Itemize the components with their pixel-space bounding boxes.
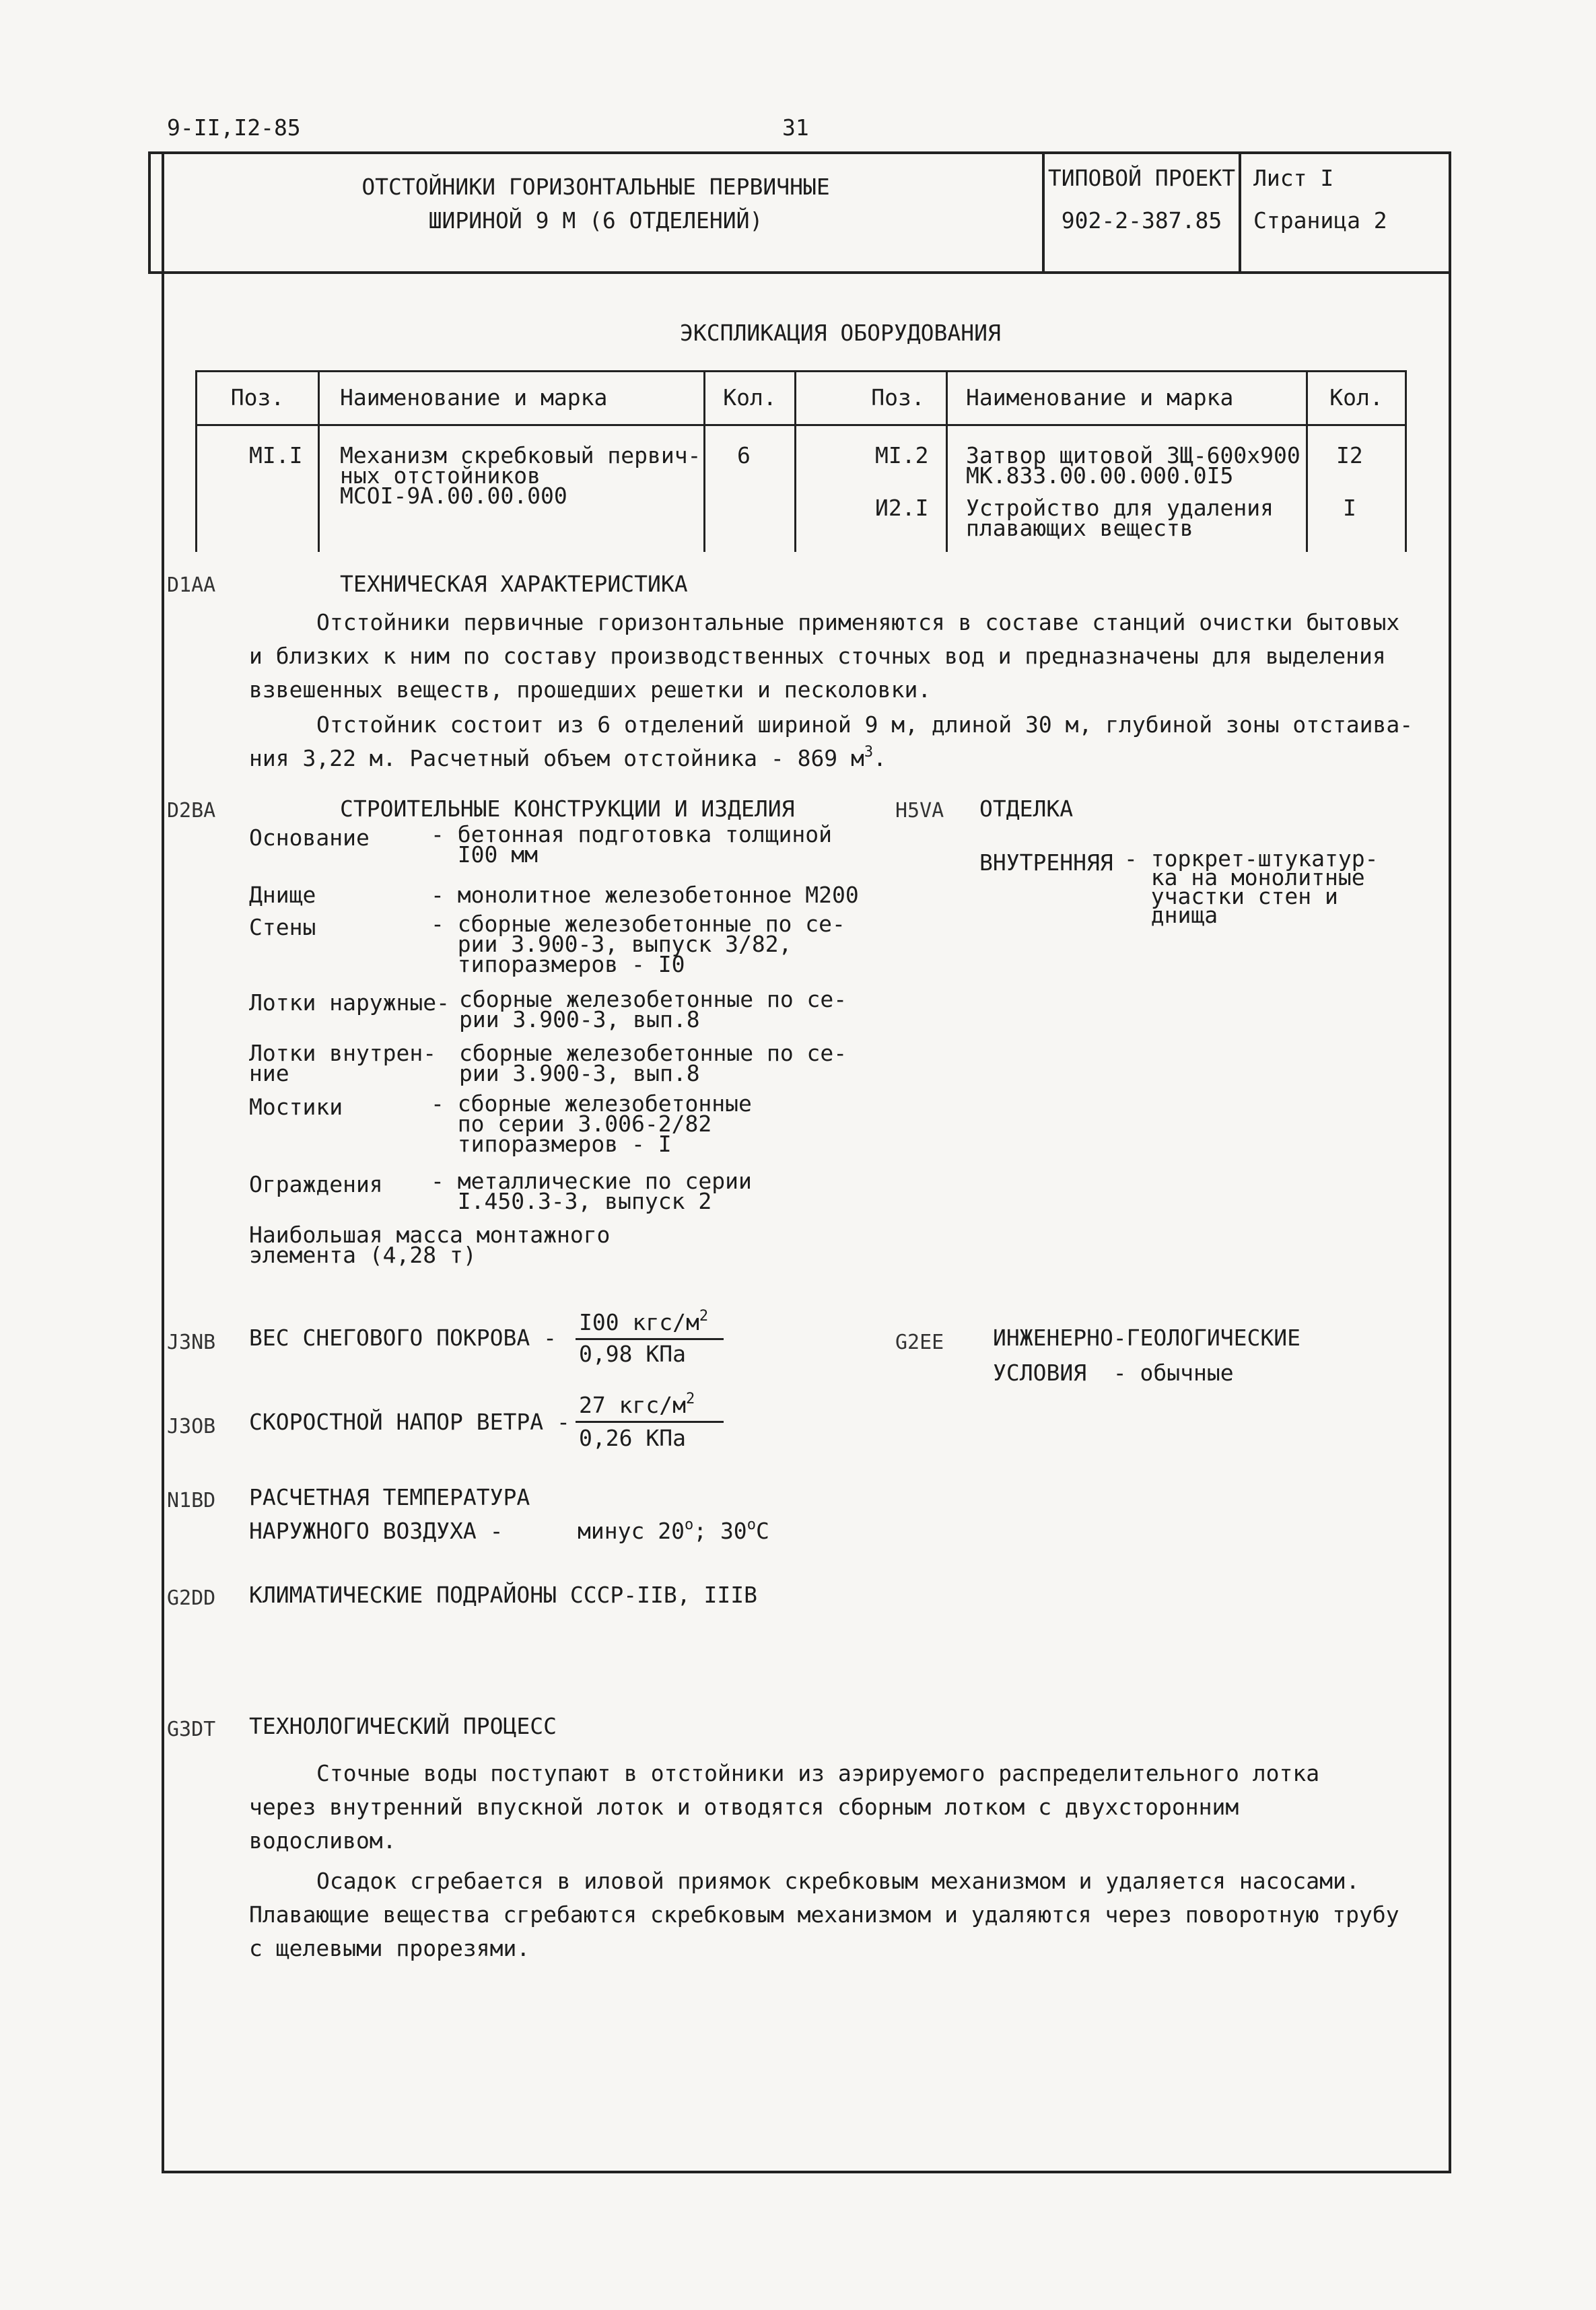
sheet-number: Лист I	[1253, 165, 1334, 191]
construction-label-walls: Стены	[249, 914, 316, 940]
table-row-pos: МI.2	[875, 442, 929, 468]
tech-volume-superscript: 3	[864, 744, 874, 761]
geology-line-1: ИНЖЕНЕРНО-ГЕОЛОГИЧЕСКИЕ	[993, 1325, 1300, 1351]
construction-label-fences: Ограждения	[249, 1171, 383, 1197]
construction-value-bottom: - монолитное железобетонное М200	[431, 882, 859, 908]
construction-value-fences: - металлические по серии I.450.3-3, выпуск 2	[431, 1168, 752, 1214]
header-qty: Кол.	[723, 384, 777, 411]
table-row-qty: 6	[737, 442, 751, 468]
header-pos: Поз.	[230, 384, 285, 411]
section-code-construction: D2BA	[167, 799, 216, 823]
construction-label-inner-trays: Лотки внутрен- ние	[249, 1040, 437, 1086]
tech-paragraph-2-line-1: Отстойник состоит из 6 отделений шириной 9 м, длиной 30 м, глубиной зоны отстаива-	[316, 711, 1414, 738]
page-number: 31	[782, 114, 809, 141]
table-row-name-line-1: Устройство для удаления	[966, 495, 1274, 521]
construction-value-bridges: - сборные железобетонные по серии 3.006-2/82 типоразмеров - I	[431, 1090, 752, 1157]
temperature-value: минус $20^о$; $30^оС$	[578, 1516, 769, 1544]
section-code-climate: G2DD	[167, 1586, 216, 1610]
snow-denominator: 0,98 КПа	[579, 1341, 686, 1367]
construction-value-inner-trays: сборные железобетонные по се- рии 3.900-3, вып.8	[459, 1040, 847, 1086]
construction-value-outer-trays: сборные железобетонные по се- рии 3.900-3, вып.8	[459, 986, 847, 1032]
construction-value-walls: - сборные железобетонные по се- рии 3.900-3, выпуск 3/82, типоразмеров - I0	[431, 911, 845, 977]
tech-paragraph-2-line-2	[249, 745, 887, 775]
construction-label-bridges: Мостики	[249, 1094, 343, 1120]
title-line-1: ОТСТОЙНИКИ ГОРИЗОНТАЛЬНЫЕ ПЕРВИЧНЫЕ	[361, 174, 830, 200]
climate-text: КЛИМАТИЧЕСКИЕ ПОДРАЙОНЫ СССР-IIВ, IIIВ	[249, 1582, 757, 1608]
table-row-name-line-3: МСОI-9А.00.00.000	[340, 483, 567, 509]
equipment-heading: ЭКСПЛИКАЦИЯ ОБОРУДОВАНИЯ	[680, 320, 1001, 346]
construction-max-mass: Наибольшая масса монтажного элемента (4,28 т)	[249, 1222, 611, 1268]
process-paragraph-1-line-2: через внутренний впускной лоток и отводятся сборным лотком с двухсторонним	[249, 1794, 1239, 1820]
construction-label-base: Основание	[249, 825, 370, 851]
finish-value: - торкрет-штукатур- ка на монолитные участки стен и днища	[1124, 845, 1379, 928]
tech-paragraph-1-line-1: Отстойники первичные горизонтальные применяются в составе станций очистки бытовых	[316, 609, 1400, 635]
section-code-tech: D1AA	[167, 573, 216, 597]
temperature-line-1: РАСЧЕТНАЯ ТЕМПЕРАТУРА	[249, 1484, 530, 1510]
table-row-name-line-2: МК.833.00.00.000.0I5	[966, 462, 1234, 489]
tech-volume-text: ния 3,22 м. Расчетный объем отстойника - 869 м	[249, 745, 864, 771]
snow-numerator: I00 кгс/$м^2$	[579, 1308, 709, 1335]
construction-heading: СТРОИТЕЛЬНЫЕ КОНСТРУКЦИИ И ИЗДЕЛИЯ	[340, 796, 795, 822]
table-row-pos: И2.I	[875, 495, 929, 521]
geology-line-2: УСЛОВИЯ - обычные	[993, 1360, 1234, 1386]
header-name-2: Наименование и марка	[966, 384, 1234, 411]
header-pos-2: Поз.	[871, 384, 925, 411]
tech-paragraph-1-line-3: взвешенных веществ, прошедших решетки и песколовки.	[249, 676, 932, 703]
table-row-name-line-2: ных отстойников	[340, 462, 541, 489]
tech-heading: ТЕХНИЧЕСКАЯ ХАРАКТЕРИСТИКА	[340, 571, 688, 597]
section-code-finish: H5VA	[895, 799, 944, 823]
process-paragraph-2-line-1: Осадок сгребается в иловой приямок скребковым механизмом и удаляется насосами.	[316, 1868, 1360, 1894]
construction-label-outer-trays: Лотки наружные-	[249, 989, 450, 1016]
snow-label: ВЕС СНЕГОВОГО ПОКРОВА -	[249, 1325, 557, 1351]
process-heading: ТЕХНОЛОГИЧЕСКИЙ ПРОЦЕСС	[249, 1713, 557, 1739]
table-row-name-line-1: Механизм скребковый первич-	[340, 442, 701, 468]
header-name: Наименование и марка	[340, 384, 608, 411]
table-row-name-line-1: Затвор щитовой ЗЩ-600х900	[966, 442, 1300, 468]
tech-volume-period: .	[873, 745, 887, 771]
section-code-process: G3DT	[167, 1718, 216, 1741]
document-code: 9-II,I2-85	[167, 114, 301, 141]
project-label: ТИПОВОЙ ПРОЕКТ	[1047, 165, 1236, 191]
section-code-snow: J3NB	[167, 1331, 216, 1354]
table-row-qty: I2	[1336, 442, 1363, 468]
process-paragraph-2-line-2: Плавающие вещества сгребаются скребковым механизмом и удаляются через поворотную трубу	[249, 1901, 1399, 1928]
finish-heading: ОТДЕЛКА	[979, 796, 1074, 822]
title-line-2: ШИРИНОЙ 9 М (6 ОТДЕЛЕНИЙ)	[428, 207, 763, 234]
wind-numerator: 27 кгс/$м^2$	[579, 1391, 695, 1418]
wind-label: СКОРОСТНОЙ НАПОР ВЕТРА -	[249, 1409, 570, 1435]
table-row-name-line-2: плавающих веществ	[966, 515, 1193, 541]
tech-paragraph-1-line-2: и близких к ним по составу производственных сточных вод и предназначены для выделения	[249, 643, 1386, 669]
header-qty-2: Кол.	[1329, 384, 1383, 411]
construction-value-base: - бетонная подготовка толщиной I00 мм	[431, 821, 833, 868]
page-in-sheet: Страница 2	[1253, 207, 1387, 234]
wind-fraction-line	[576, 1421, 724, 1423]
section-code-geology: G2EE	[895, 1331, 944, 1354]
construction-label-bottom: Днище	[249, 882, 316, 908]
table-row-pos: МI.I	[249, 442, 303, 468]
snow-fraction-line	[576, 1338, 724, 1340]
table-row-qty: I	[1343, 495, 1356, 521]
section-code-wind: J3OB	[167, 1415, 216, 1438]
project-number: 902-2-387.85	[1061, 207, 1222, 234]
process-paragraph-1-line-3: водосливом.	[249, 1827, 396, 1854]
finish-label: ВНУТРЕННЯЯ	[979, 849, 1113, 876]
section-code-temperature: N1BD	[167, 1489, 216, 1512]
process-paragraph-2-line-3: с щелевыми прорезями.	[249, 1935, 530, 1961]
process-paragraph-1-line-1: Сточные воды поступают в отстойники из аэрируемого распределительного лотка	[316, 1760, 1320, 1786]
wind-denominator: 0,26 КПа	[579, 1425, 686, 1451]
temperature-line-2: НАРУЖНОГО ВОЗДУХА -	[249, 1518, 504, 1544]
